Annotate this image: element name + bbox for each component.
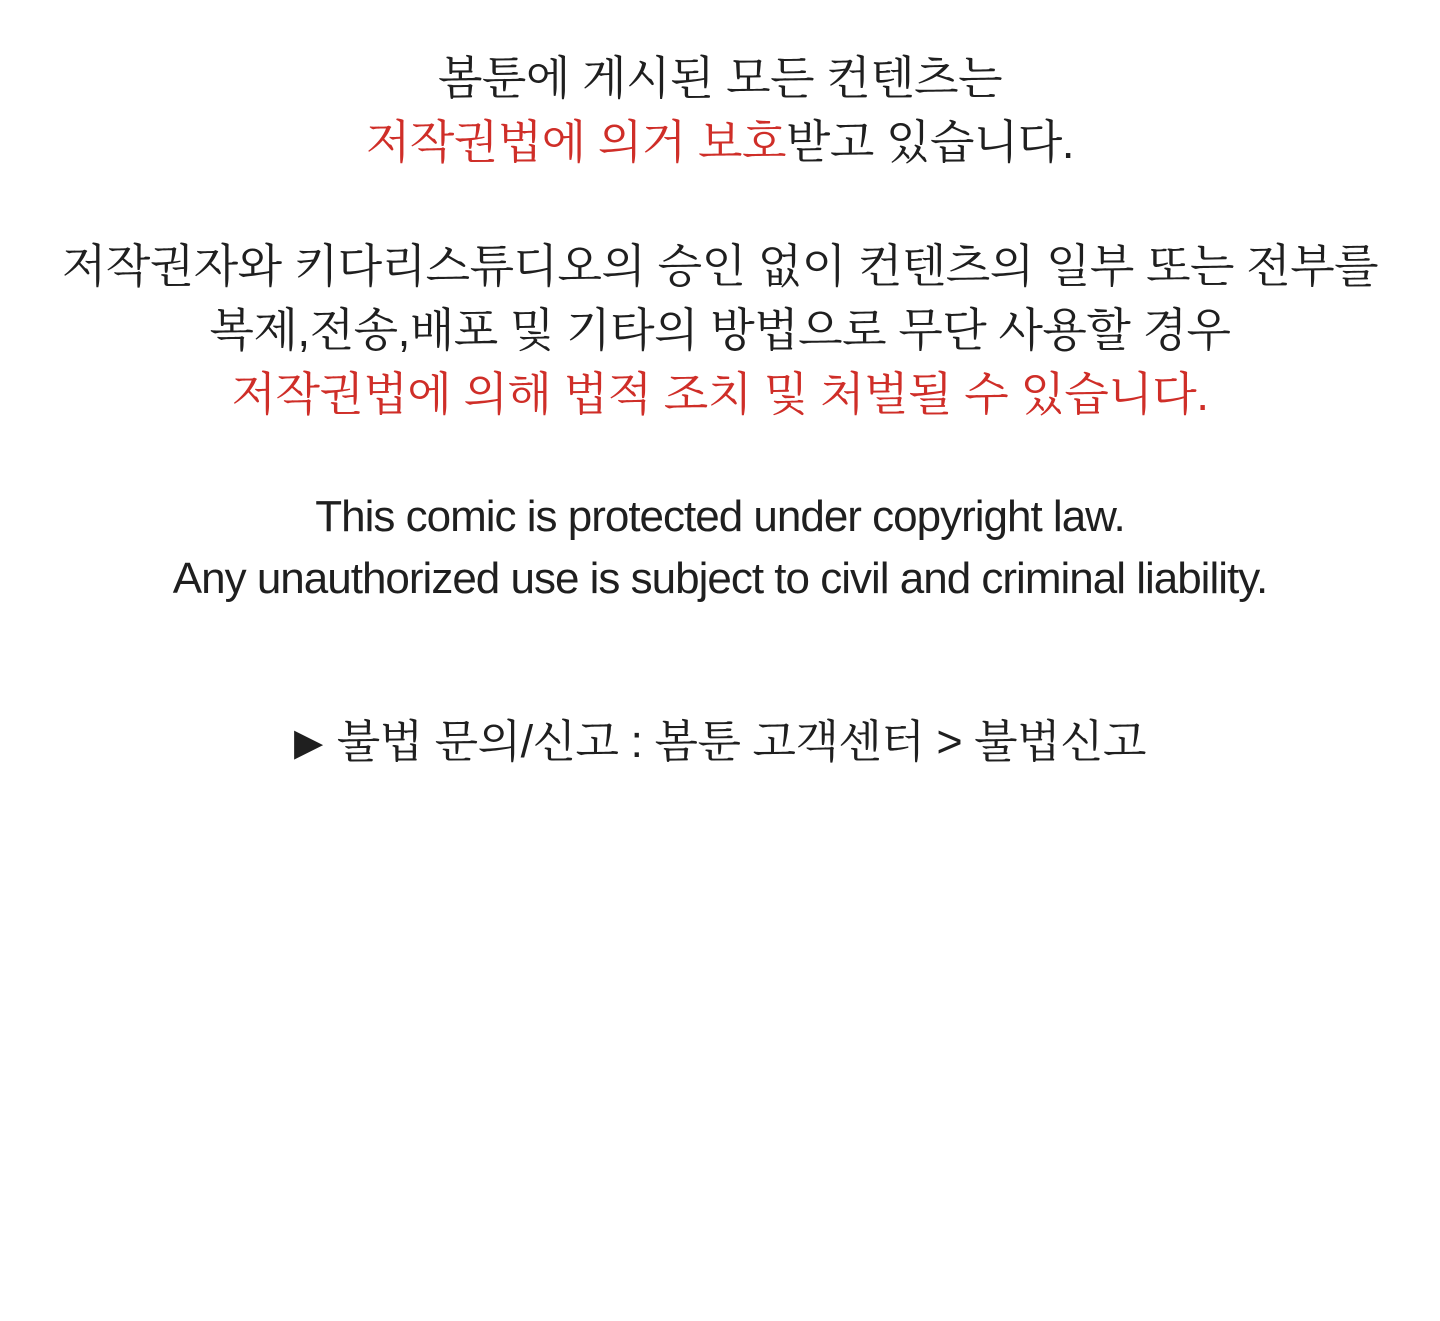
korean-body-line1-text: 저작권자와 키다리스튜디오의 승인 없이 컨텐츠의 일부 또는 전부를 xyxy=(61,240,1379,292)
korean-intro-line1-text: 봄툰에 게시된 모든 컨텐츠는 xyxy=(437,52,1003,104)
korean-intro-line2 xyxy=(0,110,1440,174)
english-line1 xyxy=(0,486,1440,548)
korean-body-line2-text: 복제,전송,배포 및 기타의 방법으로 무단 사용할 경우 xyxy=(209,304,1231,356)
english-paragraph xyxy=(0,486,1440,610)
korean-intro-line2-red-text: 저작권법에 의거 보호 xyxy=(365,116,786,168)
english-line2-text: Any unauthorized use is subject to civil and criminal liability. xyxy=(172,554,1268,603)
illegal-report-text: 불법 문의/신고 : 봄툰 고객센터 > 불법신고 xyxy=(336,716,1147,767)
korean-intro-line2-black-text: 받고 있습니다. xyxy=(785,116,1075,168)
korean-body-line1 xyxy=(0,234,1440,298)
korean-body-paragraph xyxy=(0,234,1440,426)
korean-body-line3-red-text: 저작권법에 의해 법적 조치 및 처벌될 수 있습니다. xyxy=(231,368,1209,420)
korean-intro-paragraph xyxy=(0,46,1440,174)
korean-intro-line1 xyxy=(0,46,1440,110)
english-line2 xyxy=(0,548,1440,610)
english-line1-text: This comic is protected under copyright law. xyxy=(315,492,1125,541)
korean-body-line2 xyxy=(0,298,1440,362)
korean-body-line3 xyxy=(0,362,1440,426)
right-triangle-arrow-icon: ▶ xyxy=(293,722,323,764)
illegal-report-line xyxy=(0,712,1440,773)
